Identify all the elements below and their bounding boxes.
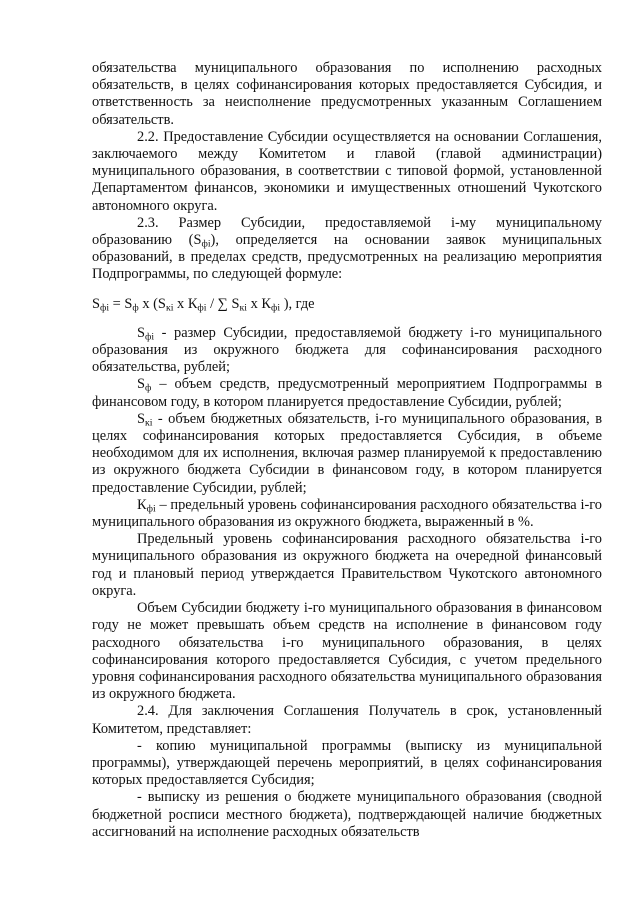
paragraph xyxy=(92,325,602,377)
document-page xyxy=(92,60,602,841)
paragraph xyxy=(92,376,602,410)
subscript: кi xyxy=(239,302,248,314)
subscript: фi xyxy=(197,302,207,314)
formula xyxy=(92,296,602,313)
text-run: К xyxy=(137,496,147,513)
text-run: – объем средств, предусмотренный мероприятием Подпрограммы в финансовом году, в котором планируется предоставление Субсидии, рублей; xyxy=(92,376,602,410)
text-run: = S xyxy=(109,295,133,312)
text-run: x К xyxy=(173,295,198,312)
paragraph xyxy=(92,738,602,790)
text-run: ), где xyxy=(280,295,315,312)
paragraph xyxy=(92,60,602,129)
text-run: - размер Субсидии, предоставляемой бюджету i-го муниципального образования из окружного бюджета для софинансирования расходного обязательства, рублей; xyxy=(92,324,602,376)
subscript: фi xyxy=(100,302,110,314)
text-run: Объем Субсидии бюджету i-го муниципального образования в финансовом году не может превышать объем средств на исполнение в финансовом году расходного обязательства i-го муниципального образования, в целях софинансирования которого предоставляется Субсидия, с учетом предельного уровня софинансирования расходного обязательства муниципального образования из окружного бюджета. xyxy=(92,600,602,703)
text-run: ), определяется на основании заявок муниципальных образований, в пределах средств, предусмотренных на реализацию мероприятия Подпрограммы, по следующей формуле: xyxy=(92,232,603,283)
text-run: S xyxy=(137,376,146,393)
text-run: - объем бюджетных обязательств, i-го муниципального образования, в целях софинансирования которых предоставляется Субсидия, в объеме необходимом для их исполнения, включая размер планируемой к предоставлению из окружного бюджета Субсидии в финансовом году, в котором планируется предоставление Субсидии, рублей; xyxy=(92,410,602,496)
subscript: кi xyxy=(165,302,174,314)
subscript: фi xyxy=(271,302,281,314)
paragraph xyxy=(92,531,602,600)
subscript: фi xyxy=(145,331,155,343)
text-run: - выписку из решения о бюджете муниципального образования (сводной бюджетной росписи местного бюджета), подтверждающей наличие бюджетных ассигнований на исполнение расходных обязательств xyxy=(92,789,602,840)
text-run: – предельный уровень софинансирования расходного обязательства i-го муниципального образования из окружного бюджета, выраженный в %. xyxy=(92,496,602,531)
text-run: - копию муниципальной программы (выписку из муниципальной программы), утверждающей перечень мероприятий, в целях софинансирования которых предоставляется Субсидия; xyxy=(92,737,602,789)
text-run: 2.3. Размер Субсидии, предоставляемой i-му муниципальному образованию (S xyxy=(92,214,602,249)
text-run: x К xyxy=(247,295,272,312)
subscript: фi xyxy=(201,238,211,250)
text-run: S xyxy=(92,295,101,312)
subscript: ф xyxy=(145,382,152,394)
paragraph xyxy=(92,411,602,497)
subscript: ф xyxy=(132,302,139,314)
text-run: 2.4. Для заключения Соглашения Получатель в срок, установленный Комитетом, представляет: xyxy=(92,703,602,737)
subscript: фi xyxy=(146,503,156,515)
paragraph xyxy=(92,215,602,284)
paragraph xyxy=(92,703,602,737)
paragraph xyxy=(92,789,602,841)
subscript: кi xyxy=(145,417,153,429)
text-run: S xyxy=(137,324,146,341)
text-run: 2.2. Предоставление Субсидии осуществляется на основании Соглашения, заключаемого между Комитетом и главой (главой администрации) муниципального образования, в соответствии с типовой формой, установленной Департаментом финансов, экономики и имущественных отношений Чукотского автономного округа. xyxy=(92,128,602,214)
text-run: обязательства муниципального образования по исполнению расходных обязательств, в целях софинансирования которых предоставляется Субсидия, и ответственность за неисполнение предусмотренных указанным Соглашением обязательств. xyxy=(92,60,602,128)
paragraph xyxy=(92,600,602,703)
text-run: S xyxy=(137,410,146,427)
text-run: x (S xyxy=(138,295,166,312)
text-run: Предельный уровень софинансирования расходного обязательства i-го муниципального образования из окружного бюджета на очередной финансовый год и плановый период утверждается Правительством Чукотского автономного округа. xyxy=(92,531,602,599)
text-run: / ∑ S xyxy=(206,295,240,312)
paragraph xyxy=(92,129,602,215)
paragraph xyxy=(92,497,602,531)
